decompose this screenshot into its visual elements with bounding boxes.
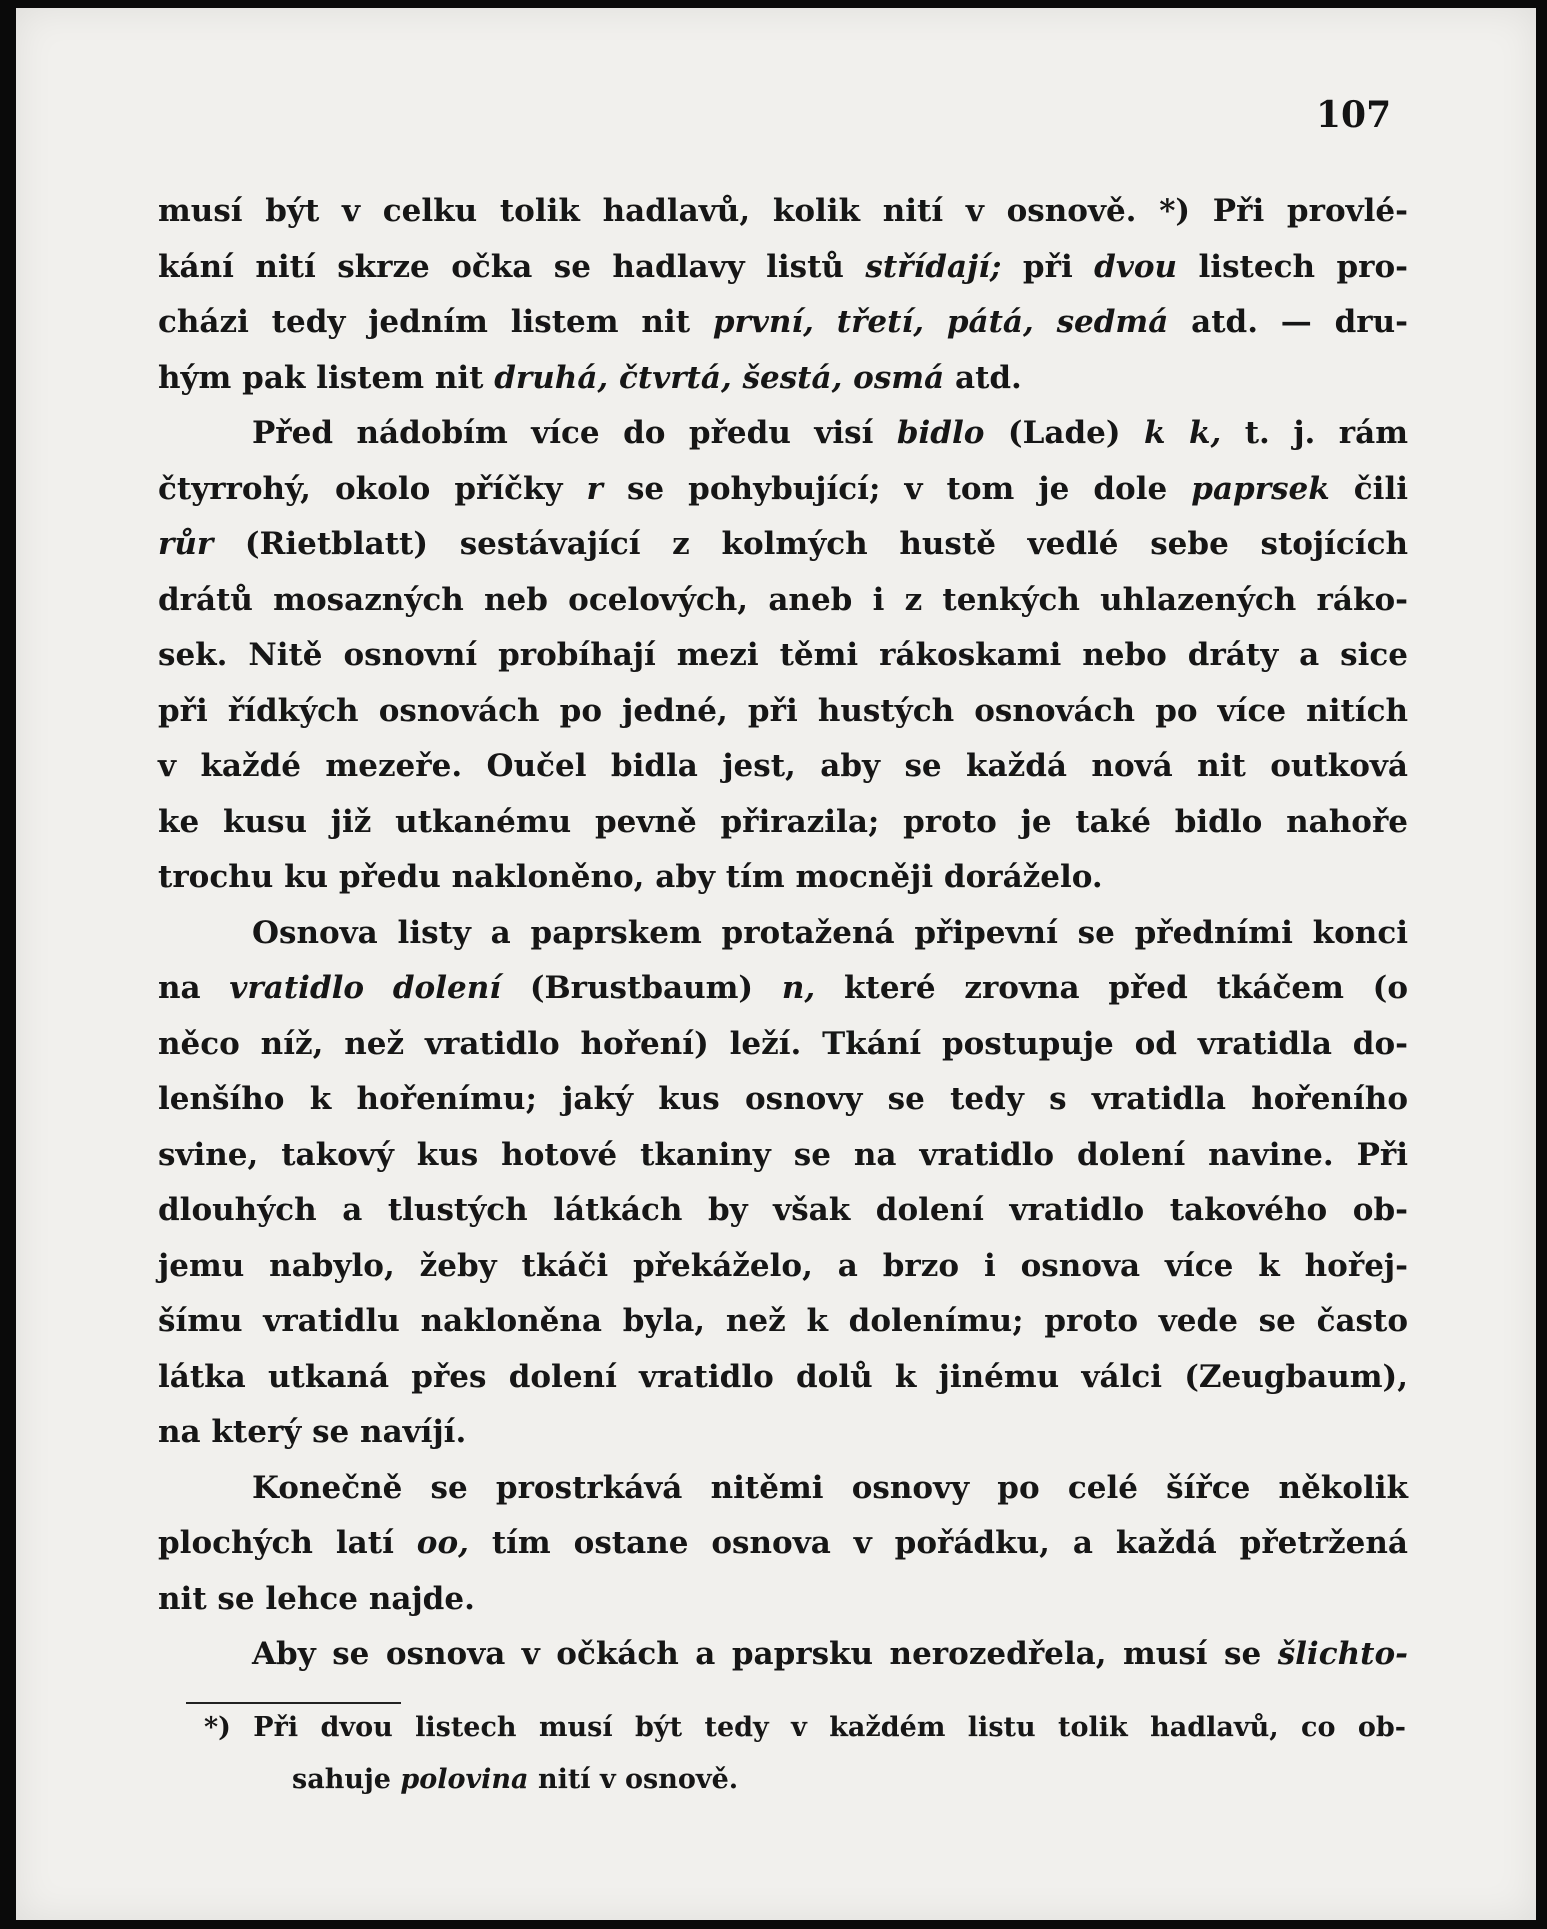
italic-term: střídají; [865,248,1002,285]
paragraph-line [158,628,1408,684]
text-run: při řídkých osnovách po jedné, při hustých osnovách po více nitích [158,692,1408,729]
italic-term: k k, [1144,415,1222,451]
footnote-line [216,1754,1406,1806]
text-run: Osnova listy a paprskem protažená připevní se předními konci [252,914,1408,951]
page-number: 107 [1316,94,1392,136]
text-run: nití v osnově. [528,1764,739,1795]
text-run: hým pak listem nit [158,359,495,396]
italic-term: paprsek [1191,470,1330,507]
text-run: sahuje [292,1764,401,1795]
italic-term: bidlo [896,415,985,451]
paragraph-line [158,184,1408,240]
paragraph-line [158,1239,1408,1295]
italic-term: šlichto- [1277,1636,1408,1672]
body-text [158,184,1408,1683]
footnote-line [204,1702,1406,1754]
text-run: (Rietblatt) sestávající z kolmých hustě vedlé sebe stojících [213,526,1408,562]
text-run: *) Při dvou listech musí být tedy v každém listu tolik hadlavů, co ob- [204,1712,1406,1743]
paragraph-line [158,462,1408,518]
book-page [16,8,1536,1920]
text-run: trochu ku předu nakloněno, aby tím mocněji doráželo. [158,859,1103,895]
italic-term: druhá, čtvrtá, šestá, osmá [494,359,945,396]
text-run: tím ostane osnova v pořádku, a každá přetržená [468,1525,1408,1561]
paragraph-line [158,1072,1408,1128]
italic-term: vratidlo dolení [229,970,502,1006]
text-run: Aby se osnova v očkách a paprsku nerozedřela, musí se [252,1636,1278,1672]
italic-term: polovina [400,1764,529,1795]
italic-term: n, [781,970,816,1006]
text-run: na který se navíjí. [158,1414,467,1450]
paragraph-line [158,1405,1408,1461]
paragraph-line [158,795,1408,851]
text-run: dlouhých a tlustých látkách by však dolení vratidlo takového ob- [158,1192,1408,1228]
text-run: drátů mosazných neb ocelových, aneb i z tenkých uhlazených ráko- [158,581,1408,618]
text-run: musí být v celku tolik hadlavů, kolik nití v osnově. *) Při provlé- [158,193,1408,229]
text-run: šímu vratidlu nakloněna byla, než k dolenímu; proto vede se často [158,1303,1408,1339]
paragraph-line [158,1183,1408,1239]
text-run: t. j. rám [1221,415,1409,451]
text-run: něco níž, než vratidlo hoření) leží. Tkání postupuje od vratidla do- [158,1025,1408,1062]
paragraph-line [158,240,1408,296]
text-run: svine, takový kus hotové tkaniny se na vratidlo dolení navine. Při [158,1136,1408,1173]
text-run: atd. — dru- [1168,304,1409,340]
paragraph-line [158,295,1408,351]
paragraph-line [158,1350,1408,1406]
italic-term: oo, [416,1525,469,1561]
italic-term: první, třetí, pátá, sedmá [712,304,1169,340]
text-run: na [158,970,230,1006]
paragraph-line [158,351,1408,407]
paragraph-line [158,573,1408,629]
text-run: jemu nabylo, žeby tkáči překáželo, a brzo i osnova více k hořej- [158,1247,1408,1284]
text-run: čtyrrohý, okolo příčky [158,470,587,507]
paragraph-line [158,1627,1408,1683]
text-run: lenšího k hořenímu; jaký kus osnovy se tedy s vratidla hořeního [158,1081,1408,1117]
paragraph-line [158,406,1408,462]
paragraph-line [158,1017,1408,1073]
text-run: při [1001,248,1095,285]
text-run: Konečně se prostrkává nitěmi osnovy po celé šířce několik [252,1469,1408,1506]
text-run: se pohybující; v tom je dole [602,470,1192,507]
paragraph-line [158,1128,1408,1184]
paragraph-line [158,684,1408,740]
footnote [204,1702,1406,1806]
text-run: cházi tedy jedním listem nit [158,304,713,340]
italic-term: dvou [1094,248,1178,285]
text-run: nit se lehce najde. [158,1580,475,1617]
paragraph-line [158,1572,1408,1628]
text-run: atd. [944,359,1022,396]
text-run: Před nádobím více do předu visí [252,415,897,451]
text-run: sek. Nitě osnovní probíhají mezi těmi rákoskami nebo dráty a sice [158,637,1408,673]
paragraph-line [158,906,1408,962]
paragraph-line [158,517,1408,573]
text-run: které zrovna před tkáčem (o [815,970,1409,1006]
text-run: listech pro- [1177,248,1408,285]
paragraph-line [158,961,1408,1017]
text-run: ke kusu již utkanému pevně přirazila; proto je také bidlo nahoře [158,803,1408,840]
text-run: kání nití skrze očka se hadlavy listů [158,248,866,285]
paragraph-line [158,1516,1408,1572]
paragraph-line [158,1294,1408,1350]
text-run: (Brustbaum) [501,970,782,1006]
text-run: plochých latí [158,1525,417,1561]
text-run: čili [1329,470,1408,507]
paragraph-line [158,850,1408,906]
italic-term: růr [158,526,214,562]
paragraph-line [158,739,1408,795]
text-run: látka utkaná přes dolení vratidlo dolů k jinému válci (Zeugbaum), [158,1358,1408,1395]
text-run: v každé mezeře. Oučel bidla jest, aby se každá nová nit outková [158,748,1408,784]
paragraph-line [158,1461,1408,1517]
text-run: (Lade) [984,415,1145,451]
italic-term: r [586,470,603,507]
